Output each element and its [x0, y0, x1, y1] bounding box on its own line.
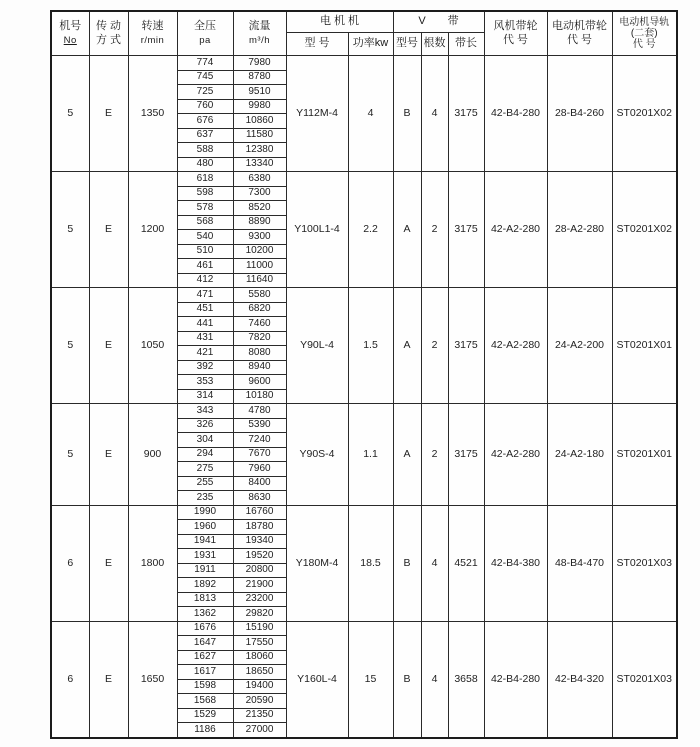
header-flow: [233, 11, 286, 56]
pressure-cell: 1941: [177, 534, 233, 549]
pressure-cell: 353: [177, 375, 233, 390]
pressure-cell: 480: [177, 157, 233, 172]
flow-cell: 15190: [233, 621, 286, 636]
flow-cell: 17550: [233, 636, 286, 651]
table-row: [51, 172, 677, 187]
flow-cell: 7980: [233, 56, 286, 71]
pressure-cell: 471: [177, 288, 233, 303]
motor-pulley-cell: 24-A2-200: [547, 288, 612, 404]
pressure-cell: 568: [177, 215, 233, 230]
belt-count-cell: 4: [421, 621, 448, 738]
header-motor-model: 型 号: [286, 33, 348, 56]
motor-pulley-cell: 42-B4-320: [547, 621, 612, 738]
header-vbelt-group: [393, 11, 484, 33]
flow-cell: 7670: [233, 447, 286, 462]
pressure-cell: 343: [177, 404, 233, 419]
motor-power-cell: 15: [348, 621, 393, 738]
header-belt-count: 根数: [421, 33, 448, 56]
belt-model-cell: B: [393, 505, 421, 621]
header-belt-model: 型号: [393, 33, 421, 56]
flow-cell: 27000: [233, 723, 286, 738]
speed-cell: 900: [128, 404, 177, 506]
belt-model-cell: B: [393, 621, 421, 738]
flow-cell: 5390: [233, 418, 286, 433]
rail-code-cell: ST0201X03: [612, 505, 677, 621]
motor-power-cell: 4: [348, 56, 393, 172]
motor-power-cell: 18.5: [348, 505, 393, 621]
pressure-cell: 421: [177, 346, 233, 361]
pressure-cell: 760: [177, 99, 233, 114]
header-drive-line1: 传 动: [95, 20, 122, 33]
motor-model-cell: Y160L-4: [286, 621, 348, 738]
pressure-cell: 1892: [177, 578, 233, 593]
table-header: [51, 11, 677, 56]
fan-no-cell: 5: [51, 404, 89, 506]
pressure-cell: 1627: [177, 650, 233, 665]
belt-length-cell: 3175: [448, 56, 484, 172]
drive-mode-cell: E: [89, 172, 128, 288]
pressure-cell: 255: [177, 476, 233, 491]
fan-motor-spec-table: [50, 10, 678, 739]
pressure-cell: 451: [177, 302, 233, 317]
fan-pulley-cell: 42-B4-380: [484, 505, 547, 621]
flow-cell: 5580: [233, 288, 286, 303]
table-row: [51, 288, 677, 303]
pressure-cell: 1362: [177, 607, 233, 622]
belt-model-cell: B: [393, 56, 421, 172]
pressure-cell: 294: [177, 447, 233, 462]
fan-pulley-cell: 42-B4-280: [484, 56, 547, 172]
fan-no-cell: 5: [51, 172, 89, 288]
flow-cell: 9510: [233, 85, 286, 100]
rail-code-cell: ST0201X01: [612, 288, 677, 404]
header-vbelt-dai: 带: [447, 15, 459, 28]
flow-cell: 6820: [233, 302, 286, 317]
belt-model-cell: A: [393, 288, 421, 404]
flow-cell: 11640: [233, 273, 286, 288]
flow-cell: 18780: [233, 520, 286, 535]
header-motor-pulley-line1: 电动机带轮: [552, 20, 607, 33]
pressure-cell: 1598: [177, 679, 233, 694]
header-fan-pulley: [484, 11, 547, 56]
fan-pulley-cell: 42-A2-280: [484, 404, 547, 506]
belt-count-cell: 2: [421, 404, 448, 506]
rail-code-cell: ST0201X02: [612, 56, 677, 172]
header-pressure: [177, 11, 233, 56]
rail-code-cell: ST0201X01: [612, 404, 677, 506]
speed-cell: 1200: [128, 172, 177, 288]
flow-cell: 7240: [233, 433, 286, 448]
pressure-cell: 578: [177, 201, 233, 216]
pressure-cell: 304: [177, 433, 233, 448]
pressure-cell: 1647: [177, 636, 233, 651]
motor-model-cell: Y180M-4: [286, 505, 348, 621]
pressure-cell: 774: [177, 56, 233, 71]
flow-cell: 4780: [233, 404, 286, 419]
flow-cell: 21900: [233, 578, 286, 593]
pressure-cell: 540: [177, 230, 233, 245]
speed-cell: 1650: [128, 621, 177, 738]
pressure-cell: 745: [177, 70, 233, 85]
motor-model-cell: Y112M-4: [286, 56, 348, 172]
pressure-cell: 1676: [177, 621, 233, 636]
flow-cell: 19340: [233, 534, 286, 549]
flow-cell: 9600: [233, 375, 286, 390]
flow-cell: 8400: [233, 476, 286, 491]
header-drive-line2: 方 式: [95, 33, 122, 46]
pressure-cell: 412: [177, 273, 233, 288]
pressure-cell: 461: [177, 259, 233, 274]
belt-length-cell: 3175: [448, 404, 484, 506]
belt-count-cell: 2: [421, 288, 448, 404]
flow-cell: 9300: [233, 230, 286, 245]
header-rail: [612, 11, 677, 56]
flow-cell: 8940: [233, 360, 286, 375]
motor-power-cell: 2.2: [348, 172, 393, 288]
header-pressure-line2: pa: [199, 34, 211, 46]
table-row: [51, 404, 677, 419]
pressure-cell: 1911: [177, 563, 233, 578]
pressure-cell: 598: [177, 186, 233, 201]
pressure-cell: 314: [177, 389, 233, 404]
motor-power-cell: 1.1: [348, 404, 393, 506]
rail-code-cell: ST0201X02: [612, 172, 677, 288]
table-row: [51, 56, 677, 71]
header-speed-line1: 转速: [141, 20, 164, 33]
flow-cell: 10860: [233, 114, 286, 129]
fan-no-cell: 6: [51, 621, 89, 738]
flow-cell: 9980: [233, 99, 286, 114]
pressure-cell: 1931: [177, 549, 233, 564]
header-motor-power: 功率kw: [348, 33, 393, 56]
flow-cell: 21350: [233, 708, 286, 723]
belt-model-cell: A: [393, 172, 421, 288]
flow-cell: 7960: [233, 462, 286, 477]
belt-length-cell: 3175: [448, 288, 484, 404]
flow-cell: 18650: [233, 665, 286, 680]
fan-no-cell: 5: [51, 288, 89, 404]
rail-code-cell: ST0201X03: [612, 621, 677, 738]
drive-mode-cell: E: [89, 288, 128, 404]
header-motor-group: 电 机 机: [286, 11, 393, 33]
flow-cell: 6380: [233, 172, 286, 187]
belt-count-cell: 2: [421, 172, 448, 288]
flow-cell: 7820: [233, 331, 286, 346]
header-drive: [89, 11, 128, 56]
flow-cell: 19400: [233, 679, 286, 694]
fan-pulley-cell: 42-A2-280: [484, 288, 547, 404]
pressure-cell: 725: [177, 85, 233, 100]
header-motor-pulley-line2: 代 号: [566, 33, 593, 46]
header-rail-line2: (二套): [630, 27, 658, 39]
flow-cell: 16760: [233, 505, 286, 520]
drive-mode-cell: E: [89, 505, 128, 621]
header-fan-no: [51, 11, 89, 56]
pressure-cell: 1568: [177, 694, 233, 709]
header-fan-no-line2: No: [63, 34, 77, 46]
belt-model-cell: A: [393, 404, 421, 506]
belt-count-cell: 4: [421, 56, 448, 172]
pressure-cell: 676: [177, 114, 233, 129]
flow-cell: 8780: [233, 70, 286, 85]
fan-no-cell: 6: [51, 505, 89, 621]
header-vbelt-v: V: [418, 15, 426, 28]
pressure-cell: 326: [177, 418, 233, 433]
pressure-cell: 1617: [177, 665, 233, 680]
pressure-cell: 392: [177, 360, 233, 375]
flow-cell: 11000: [233, 259, 286, 274]
pressure-cell: 1186: [177, 723, 233, 738]
belt-length-cell: 4521: [448, 505, 484, 621]
drive-mode-cell: E: [89, 56, 128, 172]
header-fan-pulley-line1: 风机带轮: [493, 20, 538, 33]
flow-cell: 11580: [233, 128, 286, 143]
pressure-cell: 1529: [177, 708, 233, 723]
belt-length-cell: 3658: [448, 621, 484, 738]
flow-cell: 13340: [233, 157, 286, 172]
belt-length-cell: 3175: [448, 172, 484, 288]
pressure-cell: 441: [177, 317, 233, 332]
flow-cell: 12380: [233, 143, 286, 158]
drive-mode-cell: E: [89, 404, 128, 506]
belt-count-cell: 4: [421, 505, 448, 621]
header-pressure-line1: 全压: [194, 20, 216, 33]
motor-pulley-cell: 48-B4-470: [547, 505, 612, 621]
speed-cell: 1050: [128, 288, 177, 404]
flow-cell: 10180: [233, 389, 286, 404]
header-speed: [128, 11, 177, 56]
fan-pulley-cell: 42-A2-280: [484, 172, 547, 288]
flow-cell: 18060: [233, 650, 286, 665]
flow-cell: 19520: [233, 549, 286, 564]
flow-cell: 29820: [233, 607, 286, 622]
table-row: [51, 621, 677, 636]
header-fan-no-line1: 机号: [59, 20, 82, 33]
pressure-cell: 637: [177, 128, 233, 143]
header-belt-length: 带长: [448, 33, 484, 56]
flow-cell: 8890: [233, 215, 286, 230]
flow-cell: 7300: [233, 186, 286, 201]
motor-pulley-cell: 24-A2-180: [547, 404, 612, 506]
header-motor-pulley: [547, 11, 612, 56]
flow-cell: 23200: [233, 592, 286, 607]
motor-model-cell: Y90S-4: [286, 404, 348, 506]
pressure-cell: 510: [177, 244, 233, 259]
header-rail-line1: 电动机导轨: [619, 16, 670, 28]
pressure-cell: 431: [177, 331, 233, 346]
flow-cell: 8080: [233, 346, 286, 361]
motor-model-cell: Y100L1-4: [286, 172, 348, 288]
table-body: [51, 56, 677, 738]
motor-power-cell: 1.5: [348, 288, 393, 404]
flow-cell: 8520: [233, 201, 286, 216]
header-flow-line1: 流量: [248, 20, 271, 33]
flow-cell: 8630: [233, 491, 286, 506]
drive-mode-cell: E: [89, 621, 128, 738]
flow-cell: 20590: [233, 694, 286, 709]
motor-model-cell: Y90L-4: [286, 288, 348, 404]
pressure-cell: 1813: [177, 592, 233, 607]
pressure-cell: 275: [177, 462, 233, 477]
pressure-cell: 235: [177, 491, 233, 506]
header-flow-line2: m³/h: [249, 34, 270, 46]
flow-cell: 10200: [233, 244, 286, 259]
motor-pulley-cell: 28-B4-260: [547, 56, 612, 172]
header-fan-pulley-line2: 代 号: [502, 33, 529, 46]
motor-pulley-cell: 28-A2-280: [547, 172, 612, 288]
fan-no-cell: 5: [51, 56, 89, 172]
header-speed-line2: r/min: [140, 34, 165, 46]
speed-cell: 1350: [128, 56, 177, 172]
pressure-cell: 618: [177, 172, 233, 187]
pressure-cell: 588: [177, 143, 233, 158]
speed-cell: 1800: [128, 505, 177, 621]
table-row: [51, 505, 677, 520]
header-rail-line3: 代 号: [632, 39, 656, 51]
flow-cell: 7460: [233, 317, 286, 332]
pressure-cell: 1960: [177, 520, 233, 535]
pressure-cell: 1990: [177, 505, 233, 520]
fan-pulley-cell: 42-B4-280: [484, 621, 547, 738]
flow-cell: 20800: [233, 563, 286, 578]
